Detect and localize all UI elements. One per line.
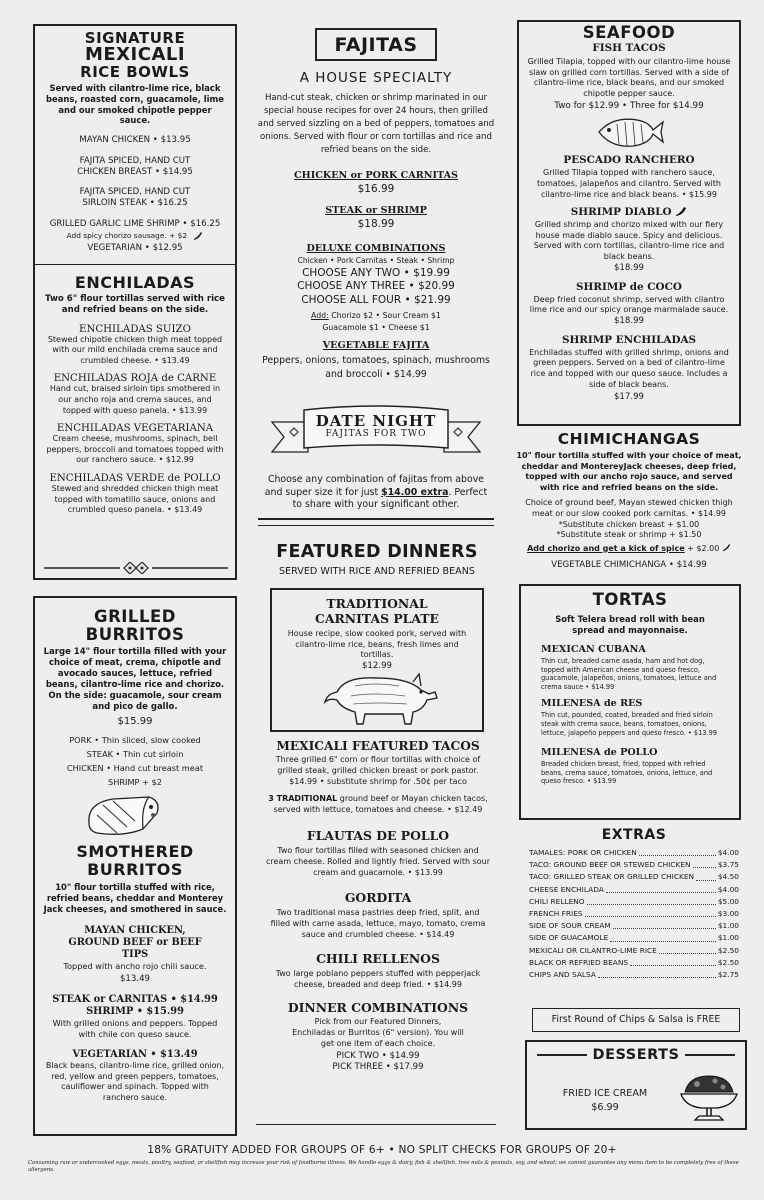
leader-dots (630, 957, 716, 966)
pescado-title: PESCADO RANCHERO (563, 154, 695, 167)
extra-price: $4.00 (717, 884, 739, 894)
leader-dots (639, 847, 716, 856)
fajitas-title: FAJITAS (334, 34, 418, 56)
addon-text: Add spicy chorizo sausage. + $2 (66, 231, 188, 241)
extras-row (529, 896, 739, 908)
grilled-burritos-price: $15.99 (117, 716, 153, 728)
extra-name: TAMALES: PORK OR CHICKEN (529, 848, 637, 857)
carnitas-title-2: CARNITAS PLATE (315, 611, 439, 626)
rice-bowl-vegetarian: VEGETARIAN • $12.95 (87, 242, 183, 253)
chips-note: First Round of Chips & Salsa is FREE (551, 1014, 721, 1025)
tacos-desc-1: Three grilled 6" corn or flour tortillas with choice of grilled steak, grilled chicken breast or pork pastor. (275, 755, 481, 775)
leader-dots (606, 884, 716, 893)
smothered-desc: 10" flour tortilla stuffed with rice, refried beans, cheddar and Monterey Jack cheeses, and smothered in sauce. (43, 882, 227, 915)
milenesa-pollo-title: MILENESA de POLLO (541, 747, 658, 759)
smothered-item-name: MAYAN CHICKEN, GROUND BEEF or BEEF TIPS (68, 924, 202, 960)
chimichangas-kick-price: + $2.00 (684, 543, 720, 553)
veg-fajita-desc: Peppers, onions, tomatoes, spinach, mushrooms and broccoli • $14.99 (262, 355, 490, 380)
rice-bowls-desc: Served with cilantro-lime rice, black beans, roasted corn, guacamole, lime and our smoked chipotle pepper sauce. (46, 83, 224, 126)
fajita-option-price: $16.99 (357, 183, 395, 195)
seafood-title: SEAFOOD (582, 23, 676, 42)
leader-dots (587, 896, 716, 905)
rice-bowls-title-3: RICE BOWLS (80, 63, 190, 81)
leader-dots (613, 920, 716, 929)
rice-bowl-item: GRILLED GARLIC LIME SHRIMP • $16.25 (49, 219, 221, 230)
deluxe-add-1: Chorizo $2 • Sour Cream $1 (331, 311, 441, 320)
chimichangas-choice: Choice of ground beef, Mayan stewed chicken thigh meat or our slow cooked pork carnitas. • $14.99 (525, 498, 733, 518)
extra-name: SIDE OF SOUR CREAM (529, 921, 611, 931)
smothered-item-desc: With grilled onions and peppers. Topped with chile con queso sauce. (52, 1017, 218, 1039)
tortas-title: TORTAS (592, 590, 668, 609)
featured-dinners-section (254, 542, 500, 577)
desserts-heading (537, 1047, 735, 1063)
date-night-price: $14.00 extra (381, 486, 449, 498)
fish-tacos-price: Two for $12.99 • Three for $14.99 (554, 101, 704, 112)
extra-name: CHIPS AND SALSA (529, 970, 596, 980)
leader-dots (659, 945, 716, 954)
footer-allergen-notice: Consuming raw or undercooked eggs, meats, poultry, seafood, or shellfish may increase your risk of foodborne illness. We handle eggs & dairy, fish & shellfish, tree nuts & peanuts, soy, and wheat; we cannot guarantee any menu item to be completely free of these allergens. (28, 1160, 739, 1173)
extras-row (529, 945, 739, 957)
chimichangas-desc: 10" flour tortilla stuffed with your choice of meat, cheddar and MontereyJack cheeses, deep fried, topped with our ancho rojo sauce, and served with rice and refried beans on the side. (516, 451, 742, 492)
chips-note-box (532, 1008, 740, 1032)
enchilada-name: ENCHILADAS VEGETARIANA (56, 423, 214, 435)
smothered-item-desc: Topped with ancho rojo chili sauce. (63, 960, 207, 971)
chimichangas-title: CHIMICHANGAS (557, 430, 701, 448)
tortas-panel (519, 584, 741, 820)
shrimp-coco-desc: Deep fried coconut shrimp, served with cilantro lime rice and our spicy orange marmalade sauce. (529, 294, 729, 315)
gordita-desc: Two traditional masa pastries deep fried, split, and filled with carne asada, lettuce, mayo, tomato, crema sauce and crumbled cheese. • $14.49 (270, 908, 486, 939)
fajita-option-name: STEAK or SHRIMP (325, 205, 427, 216)
enchilada-desc: Stewed chipotle chicken thigh meat topped with our mild enchilada crema sauce and crumbled cheese. • $13.49 (47, 334, 223, 365)
shrimp-diablo-desc: Grilled shrimp and chorizo mixed with our fiery house made diablo sauce. Spicy and delicious. Served with corn tortillas, cilantro-lime rice and black beans. (533, 220, 725, 261)
carnitas-price: $12.99 (361, 660, 393, 671)
fajita-option-name: CHICKEN or PORK CARNITAS (294, 170, 458, 181)
deluxe-add-2: Guacamole $1 • Cheese $1 (322, 323, 430, 332)
extras-row (529, 957, 739, 969)
smothered-item-name: SHRIMP • $15.99 (86, 1005, 184, 1017)
extras-section (529, 826, 739, 981)
deluxe-item: CHOOSE ANY THREE • $20.99 (297, 280, 455, 292)
chimichangas-section (515, 430, 743, 571)
cubana-title: MEXICAN CUBANA (541, 644, 646, 655)
extra-price: $3.00 (717, 909, 739, 919)
extra-name: MEXICALI OR CILANTRO-LIME RICE (529, 945, 657, 955)
extra-name: SIDE OF GUACAMOLE (529, 933, 609, 943)
chimichangas-sub-2: *Substitute steak or shrimp + $1.50 (556, 530, 702, 540)
extra-name: CHILI RELLENO (529, 896, 585, 906)
extra-price: $2.75 (717, 970, 739, 980)
enchilada-desc: Cream cheese, mushrooms, spinach, bell peppers, broccoli and tomatoes topped with our ranchero sauce. • $12.99 (46, 434, 224, 465)
rice-bowl-item: MAYAN CHICKEN • $13.95 (79, 135, 191, 146)
grilled-burritos-desc: Large 14" flour tortilla filled with your choice of meat, crema, chipotle and avocado sauces, lettuce, refried beans, cilantro-lime rice and chorizo. On the side: guacamole, sour cream and pico de gallo. (43, 647, 227, 712)
deluxe-addons (255, 309, 497, 322)
milenesa-res-desc: Thin cut, pounded, coated, breaded and fried sirloin steak with crema sauce, beans, tomatoes, onions, lettuce, jalapeño peppers and queso fresco. • $13.99 (541, 711, 717, 737)
smothered-item-price: $13.49 (119, 973, 151, 984)
extra-price: $2.50 (717, 945, 739, 955)
pescado-desc: Grilled Tilapia topped with ranchero sauce, tomatoes, jalapeños and cilantro. Served with cilantro-lime rice and black beans. • $15.99 (537, 168, 721, 199)
date-night-desc (262, 474, 490, 512)
tortas-desc: Soft Telera bread roll with bean spread and mayonnaise. (555, 614, 705, 635)
fajitas-desc: Hand-cut steak, chicken or shrimp marinated in our special house recipes for over 24 hours, then grilled and served sizzling on a bed of peppers, tomatoes and onions. Served with flour or corn tortillas and rice and refried beans on the side. (257, 93, 495, 155)
deluxe-item: CHOOSE ANY TWO • $19.99 (302, 266, 450, 279)
burritos-panel (33, 596, 237, 1136)
featured-bottom-rule (256, 1124, 496, 1125)
burrito-option: CHICKEN • Hand cut breast meat (66, 763, 204, 774)
milenesa-res-title: MILENESA de RES (541, 698, 643, 710)
fish-tacos-title: FISH TACOS (592, 42, 666, 54)
shrimp-diablo-price: $18.99 (613, 262, 645, 273)
fajitas-subtitle: A HOUSE SPECIALTY (299, 70, 453, 86)
leader-dots (598, 969, 716, 978)
carnitas-desc: House recipe, slow cooked pork, served with cilantro-lime rice, beans, fresh limes and tortillas. (287, 629, 467, 660)
extras-row (529, 847, 739, 859)
chimichangas-kick (515, 544, 743, 555)
veg-fajita-title: VEGETABLE FAJITA (322, 340, 430, 351)
chimichangas-kick-text: Add chorizo and get a kick of spice (527, 543, 685, 553)
burrito-option: PORK • Thin sliced, slow cooked (69, 735, 201, 746)
shrimp-coco-title: SHRIMP de COCO (576, 280, 682, 293)
date-night-subtitle: FAJITAS FOR TWO (325, 429, 427, 439)
enchiladas-title: ENCHILADAS (74, 272, 196, 292)
tacos-trad-text: ground beef or Mayan chicken tacos, served with lettuce, tomatoes and cheese. • $12.49 (273, 794, 488, 815)
date-night-divider (258, 518, 494, 526)
extra-price: $1.00 (717, 921, 739, 931)
fajitas-section (255, 28, 497, 382)
date-night-desc-post: . Perfect to share with your significant other. (292, 486, 488, 511)
extra-price: $1.00 (717, 933, 739, 943)
combo-pick-three: PICK THREE • $17.99 (332, 1062, 424, 1073)
extra-name: BLACK OR REFRIED BEANS (529, 957, 629, 967)
deluxe-add-label: Add: (311, 311, 329, 320)
extra-name: TACO: GROUND BEEF OR STEWED CHICKEN (529, 860, 691, 870)
smothered-item-name: VEGETARIAN • $13.49 (72, 1048, 198, 1060)
rice-bowl-item: FAJITA SPICED, HAND CUT CHICKEN BREAST • $14.95 (77, 156, 193, 178)
chili-pepper-icon (722, 544, 731, 552)
shrimp-diablo-name: SHRIMP DIABLO (570, 206, 672, 219)
rice-bowls-title-2: MEXICALI (84, 44, 186, 65)
enchilada-desc: Stewed and shredded chicken thigh meat topped with tomatillo sauce, onions and crumbled queso panela. • $13.49 (51, 484, 219, 515)
shrimp-diablo-title (519, 206, 739, 219)
grilled-burritos-title: GRILLED BURRITOS (85, 607, 185, 644)
combo-pick-two: PICK TWO • $14.99 (336, 1050, 420, 1061)
smothered-title-1: SMOTHERED (76, 842, 194, 862)
featured-items (256, 738, 500, 1074)
enchilada-name: ENCHILADAS VERDE de POLLO (49, 473, 221, 485)
diamond-ornament-icon (44, 562, 228, 574)
enchiladas-desc: Two 6" flour tortillas served with rice and refried beans on the side. (45, 293, 225, 315)
date-night-desc-pre: Choose any combination of fajitas from above and super size it for just (264, 474, 485, 498)
cubana-desc: Thin cut, breaded carne asada, ham and hot dog, topped with American cheese and queso fresco, guacamole, jalapeños, onions, tomatoes, lettuce and crema sauce • $14.99 (541, 657, 717, 691)
gordita-title: GORDITA (344, 890, 412, 906)
tacos-desc-2: $14.99 • substitute shrimp for .50¢ per taco (289, 776, 467, 786)
dessert-item: FRIED ICE CREAM (562, 1088, 648, 1099)
extras-list (529, 847, 739, 981)
smothered-title-2: BURRITOS (87, 860, 183, 880)
extras-row (529, 920, 739, 932)
shrimp-enchiladas-desc: Enchiladas stuffed with grilled shrimp, onions and green peppers. Served on a bed of cilantro-lime rice and topped with our queso sauce. Includes a side of black beans. (529, 347, 729, 389)
extras-row (529, 932, 739, 944)
enchilada-name: ENCHILADAS SUIZO (79, 323, 191, 335)
shrimp-coco-price: $18.99 (613, 315, 645, 326)
rice-bowls-title-1: SIGNATURE (84, 29, 186, 47)
date-night-banner (268, 404, 484, 460)
tacos-trad-label: 3 TRADITIONAL (268, 794, 338, 804)
carnitas-title-1: TRADITIONAL (326, 596, 428, 611)
tacos-traditional (256, 794, 500, 816)
leader-dots (693, 859, 716, 868)
extra-price: $4.00 (717, 848, 739, 857)
leader-dots (610, 932, 716, 941)
date-night-title: DATE NIGHT (315, 412, 437, 430)
enchilada-name: ENCHILADAS ROJA de CARNE (53, 373, 217, 385)
fish-tacos-desc: Grilled Tilapia, topped with our cilantro-lime house slaw on grilled corn tortillas. Served with a side of cilantro-lime rice, black beans, and our smoked chipotle pepper sauce. (527, 57, 731, 98)
extra-name: TACO: GRILLED STEAK OR GRILLED CHICKEN (529, 872, 695, 882)
burrito-option: STEAK • Thin cut sirloin (86, 749, 184, 760)
deluxe-subtitle: Chicken • Pork Carnitas • Steak • Shrimp (297, 256, 455, 265)
fajita-option-price: $18.99 (357, 218, 395, 230)
tacos-title: MEXICALI FEATURED TACOS (276, 739, 480, 753)
featured-subtitle: SERVED WITH RICE AND REFRIED BEANS (279, 566, 475, 577)
milenesa-pollo-desc: Breaded chicken breast, fried, topped with refried beans, crema sauce, tomatoes, onions, lettuce, and queso fresco. • $13.99 (541, 760, 713, 786)
burrito-option: SHRIMP + $2 (108, 777, 162, 788)
chili-rellenos-desc: Two large poblano peppers stuffed with pepperjack cheese, breaded and deep fried. • $14.99 (275, 968, 481, 989)
rice-bowl-item: FAJITA SPICED, HAND CUT SIRLOIN STEAK • $16.25 (79, 187, 191, 209)
featured-title: FEATURED DINNERS (276, 542, 478, 562)
desserts-rule-left (537, 1054, 587, 1056)
extra-price: $2.50 (717, 957, 739, 967)
chili-pepper-icon (193, 232, 203, 241)
deluxe-title: DELUXE COMBINATIONS (306, 243, 446, 254)
flautas-desc: Two flour tortillas filled with seasoned chicken and cream cheese. Rolled and lightly fried. Served with sour cream and guacamole. • $13.99 (266, 845, 490, 877)
desserts-panel (525, 1040, 747, 1130)
rice-bowls-enchiladas-panel (33, 24, 237, 580)
section-divider (35, 264, 235, 265)
burrito-icon (83, 793, 163, 837)
extras-row (529, 884, 739, 896)
leader-dots (585, 908, 716, 917)
flautas-title: FLAUTAS DE POLLO (306, 827, 450, 843)
footer-gratuity: 18% GRATUITY ADDED FOR GROUPS OF 6+ • NO SPLIT CHECKS FOR GROUPS OF 20+ (147, 1144, 617, 1156)
deluxe-item: CHOOSE ALL FOUR • $21.99 (301, 293, 451, 306)
extras-row (529, 908, 739, 920)
carnitas-plate-box (270, 588, 484, 732)
smothered-item-desc: Black beans, cilantro-lime rice, grilled onion, red, yellow and green peppers, tomatoes, cauliflower and spinach. Topped with ranchero sauce. (45, 1060, 225, 1103)
leader-dots (696, 871, 716, 880)
combo-title: DINNER COMBINATIONS (287, 1000, 469, 1016)
extra-name: CHEESE ENCHILADA (529, 884, 604, 894)
ice-cream-icon (679, 1072, 739, 1124)
fish-icon (593, 114, 665, 150)
fajitas-title-box (315, 28, 437, 61)
extras-title: EXTRAS (601, 827, 667, 843)
dessert-price: $6.99 (591, 1102, 619, 1113)
smothered-item-name: STEAK or CARNITAS • $14.99 (52, 993, 218, 1005)
enchilada-desc: Hand cut, braised sirloin tips smothered in our ancho roja and crema sauces, and topped with queso panela. • $13.99 (49, 384, 221, 415)
desserts-rule-right (685, 1054, 735, 1056)
extra-price: $5.00 (717, 896, 739, 906)
extra-price: $3.75 (717, 860, 739, 870)
shrimp-enchiladas-price: $17.99 (613, 392, 645, 403)
chimichangas-sub-1: *Substitute chicken breast + $1.00 (558, 519, 700, 529)
rice-bowl-addon (43, 231, 227, 241)
extra-name: FRENCH FRIES (529, 909, 583, 919)
extras-row (529, 871, 739, 883)
extras-row (529, 859, 739, 871)
extras-row (529, 969, 739, 981)
chili-rellenos-title: CHILI RELLENOS (316, 950, 440, 966)
extra-price: $4.50 (717, 872, 739, 882)
desserts-title: DESSERTS (592, 1047, 680, 1063)
combo-desc: Pick from our Featured Dinners, Enchiladas or Burritos (6" version). You will get one item of each choice. (292, 1017, 464, 1048)
vegetable-chimichanga: VEGETABLE CHIMICHANGA • $14.99 (551, 560, 707, 571)
shrimp-enchiladas-title: SHRIMP ENCHILADAS (561, 333, 697, 346)
seafood-panel (517, 20, 741, 426)
chili-pepper-icon (675, 207, 687, 217)
pig-icon (315, 668, 443, 728)
